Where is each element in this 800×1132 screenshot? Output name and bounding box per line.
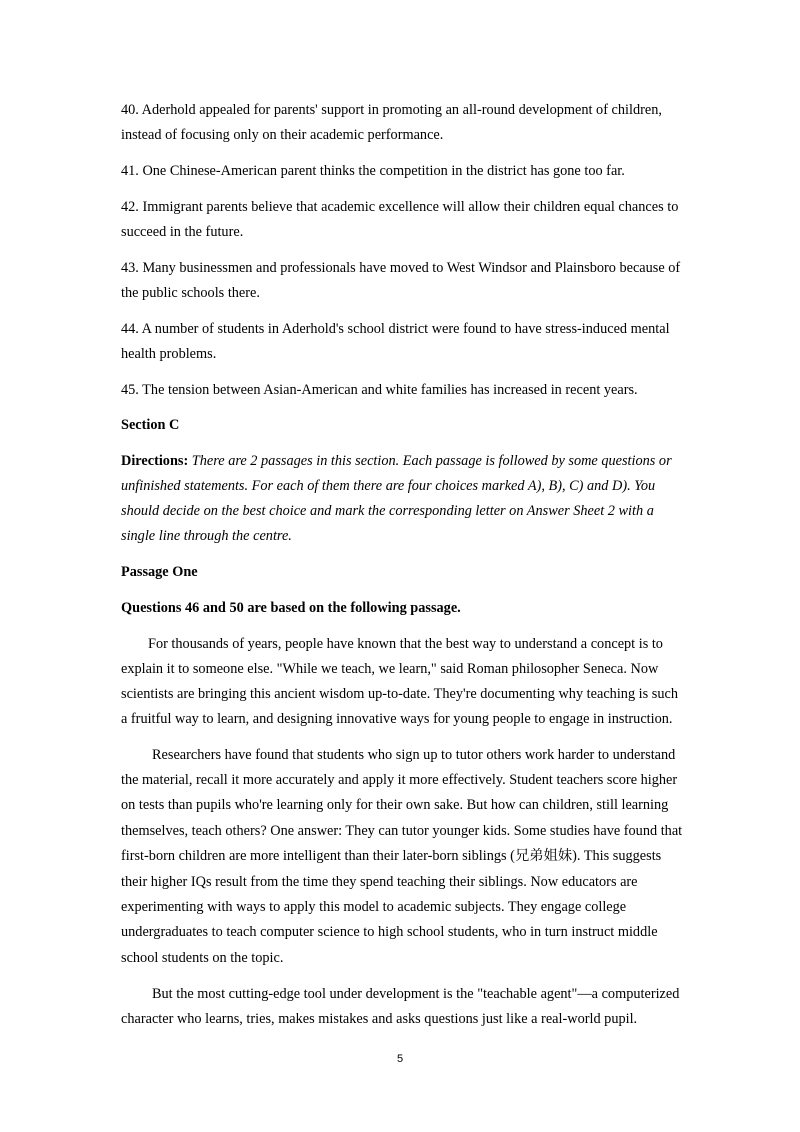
- paragraph-2-line-4: themselves, teach others? One answer: They can tutor younger kids. Some studies have found that: [121, 823, 683, 839]
- paragraph-2-line-9: school students on the topic.: [121, 950, 284, 966]
- directions-line-3: should decide on the best choice and mark the corresponding letter on Answer Sheet 2 with a: [121, 503, 654, 519]
- directions-line-4: single line through the centre.: [121, 528, 292, 544]
- paragraph-2-line-7: experimenting with ways to apply this model to academic subjects. They engage college: [121, 899, 627, 915]
- paragraph-1-line-2: explain it to someone else. "While we teach, we learn," said Roman philosopher Seneca. Now: [121, 661, 659, 677]
- paragraph-1-line-3: scientists are bringing this ancient wisdom up-to-date. They're documenting why teaching is such: [121, 686, 678, 702]
- statement-41: 41. One Chinese-American parent thinks the competition in the district has gone too far.: [121, 163, 625, 179]
- statement-44-line-2: health problems.: [121, 346, 217, 362]
- directions-line-1: [121, 452, 672, 470]
- statement-42-line-2: succeed in the future.: [121, 224, 244, 240]
- passage-title: Passage One: [121, 564, 198, 580]
- statement-45: 45. The tension between Asian-American and white families has increased in recent years.: [121, 382, 638, 398]
- statement-40-line-1: 40. Aderhold appealed for parents' support in promoting an all-round development of children,: [121, 102, 662, 118]
- directions-line-2: unfinished statements. For each of them there are four choices marked A), B), C) and D). You: [121, 478, 656, 494]
- paragraph-2-line-5: first-born children are more intelligent than their later-born siblings (兄弟姐妹). This suggests: [121, 848, 662, 864]
- statement-40-line-2: instead of focusing only on their academic performance.: [121, 127, 444, 143]
- section-c-heading: Section C: [121, 417, 180, 433]
- statement-44-line-1: 44. A number of students in Aderhold's school district were found to have stress-induced mental: [121, 321, 670, 337]
- paragraph-3-line-1: But the most cutting-edge tool under development is the "teachable agent"—a computerized: [152, 986, 680, 1002]
- directions-text: There are 2 passages in this section. Each passage is followed by some questions or: [188, 453, 672, 469]
- statement-43-line-2: the public schools there.: [121, 285, 260, 301]
- paragraph-3-line-2: character who learns, tries, makes mistakes and asks questions just like a real-world pupil.: [121, 1011, 638, 1027]
- paragraph-2-line-3: on tests than pupils who're learning only for their own sake. But how can children, still learning: [121, 797, 669, 813]
- questions-heading: Questions 46 and 50 are based on the following passage.: [121, 600, 461, 616]
- paragraph-2-line-6: their higher IQs result from the time they spend teaching their siblings. Now educators are: [121, 874, 638, 890]
- paragraph-2-line-1: Researchers have found that students who sign up to tutor others work harder to understand: [152, 747, 676, 763]
- statement-42-line-1: 42. Immigrant parents believe that academic excellence will allow their children equal chances to: [121, 199, 679, 215]
- paragraph-1-line-4: a fruitful way to learn, and designing innovative ways for young people to engage in instruction.: [121, 711, 673, 727]
- paragraph-1-line-1: For thousands of years, people have known that the best way to understand a concept is to: [148, 636, 663, 652]
- paragraph-2-line-8: undergraduates to teach computer science to high school students, who in turn instruct middle: [121, 924, 658, 940]
- page-number: 5: [396, 1053, 404, 1065]
- paragraph-2-line-2: the material, recall it more accurately and apply it more effectively. Student teachers score higher: [121, 772, 678, 788]
- directions-label: Directions:: [121, 453, 189, 469]
- statement-43-line-1: 43. Many businessmen and professionals have moved to West Windsor and Plainsboro because of: [121, 260, 681, 276]
